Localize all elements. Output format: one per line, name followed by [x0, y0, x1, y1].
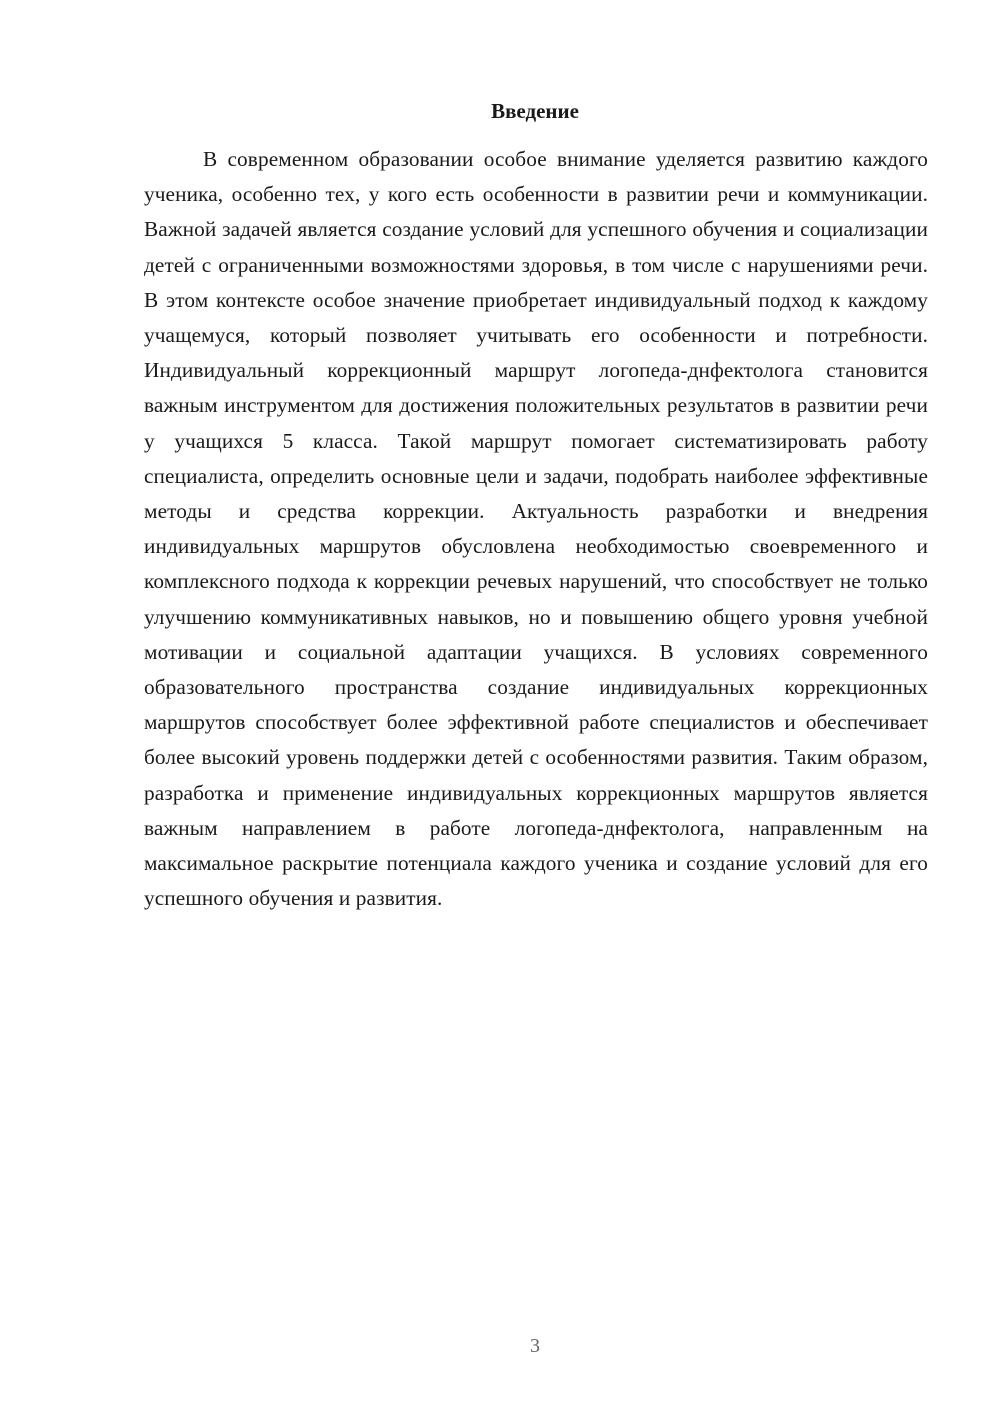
- body-paragraph: В современном образовании особое внимание уделяется развитию каждого ученика, особенно тех, у кого есть особенности в развитии речи и коммуникации. Важной задачей является создание условий для успешного обучения и социализации детей с ограниченными возможностями здоровья, в том числе с нарушениями речи. В этом контексте особое значение приобретает индивидуальный подход к каждому учащемуся, который позволяет учитывать его особенности и потребности. Индивидуальный коррекционный маршрут логопеда-днфектолога становится важным инструментом для достижения положительных результатов в развитии речи у учащихся 5 класса. Такой маршрут помогает систематизировать работу специалиста, определить основные цели и задачи, подобрать наиболее эффективные методы и средства коррекции. Актуальность разработки и внедрения индивидуальных маршрутов обусловлена необходимостью своевременного и комплексного подхода к коррекции речевых нарушений, что способствует не только улучшению коммуникативных навыков, но и повышению общего уровня учебной мотивации и социальной адаптации учащихся. В условиях современного образовательного пространства создание индивидуальных коррекционных маршрутов способствует более эффективной работе специалистов и обеспечивает более высокий уровень поддержки детей с особенностями развития. Таким образом, разработка и применение индивидуальных коррекционных маршрутов является важным направлением в работе логопеда-днфектолога, направленным на максимальное раскрытие потенциала каждого ученика и создание условий для его успешного обучения и развития.: [144, 147, 928, 911]
- page-number: 3: [530, 1335, 540, 1357]
- section-heading: Введение: [491, 99, 579, 123]
